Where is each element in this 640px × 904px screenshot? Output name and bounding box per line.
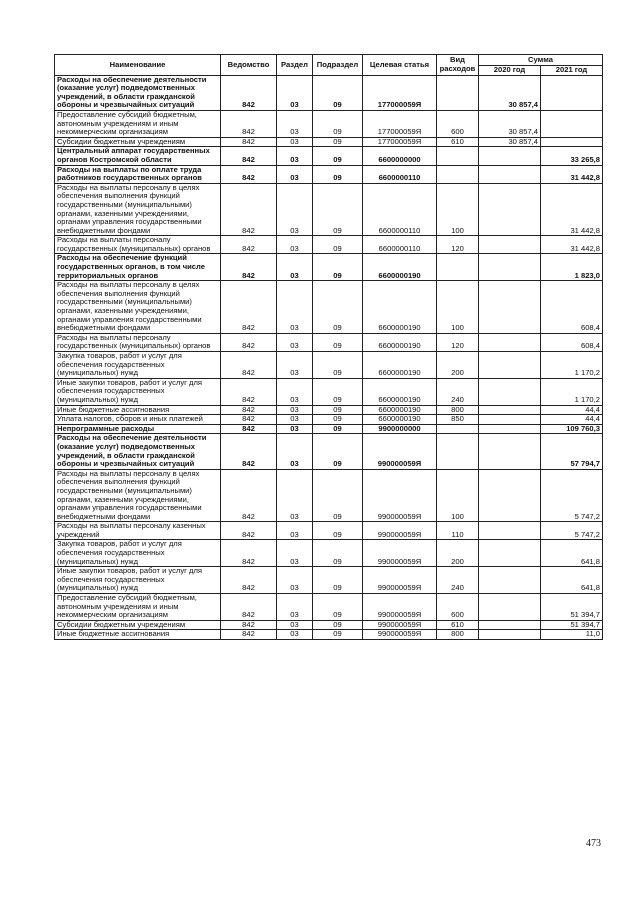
- row-sum-2021: 608,4: [541, 281, 603, 334]
- row-expense: 100: [437, 183, 479, 236]
- row-expense: [437, 254, 479, 281]
- row-dept: 842: [221, 137, 277, 147]
- table-row: [55, 405, 603, 415]
- table-row: [55, 75, 603, 110]
- table-row: [55, 110, 603, 137]
- row-sum-2021: 51 394,7: [541, 620, 603, 630]
- row-expense: 100: [437, 469, 479, 522]
- row-name: Расходы на обеспечение деятельности (оказание услуг) подведомственных учреждений, в области гражданской обороны и чрезвычайных ситуаций: [55, 434, 221, 469]
- row-subsection: 09: [313, 147, 363, 165]
- table-row: [55, 620, 603, 630]
- table-row: [55, 424, 603, 434]
- row-sum-2021: 33 265,8: [541, 147, 603, 165]
- row-name: Расходы на обеспечение функций государственных органов, в том числе территориальных органов: [55, 254, 221, 281]
- row-subsection: 09: [313, 630, 363, 640]
- row-expense: [437, 424, 479, 434]
- row-section: 03: [277, 594, 313, 621]
- header-2021: 2021 год: [541, 66, 603, 76]
- row-expense: 600: [437, 110, 479, 137]
- row-name: Предоставление субсидий бюджетным, автономным учреждениям и иным некоммерческим организациям: [55, 110, 221, 137]
- table-row: [55, 567, 603, 594]
- row-target: 6600000190: [363, 378, 437, 405]
- row-dept: 842: [221, 415, 277, 425]
- row-sum-2020: [479, 236, 541, 254]
- header-name: Наименование: [55, 55, 221, 76]
- row-section: 03: [277, 333, 313, 351]
- row-expense: 240: [437, 567, 479, 594]
- table-row: [55, 415, 603, 425]
- row-expense: 100: [437, 281, 479, 334]
- row-target: 990000059Я: [363, 630, 437, 640]
- header-section: Раздел: [277, 55, 313, 76]
- row-subsection: 09: [313, 424, 363, 434]
- row-sum-2020: [479, 594, 541, 621]
- row-dept: 842: [221, 75, 277, 110]
- row-name: Предоставление субсидий бюджетным, автономным учреждениям и иным некоммерческим организациям: [55, 594, 221, 621]
- row-target: 6600000000: [363, 147, 437, 165]
- row-section: 03: [277, 281, 313, 334]
- table-row: [55, 469, 603, 522]
- row-sum-2021: 11,0: [541, 630, 603, 640]
- row-sum-2020: [479, 540, 541, 567]
- row-sum-2021: 5 747,2: [541, 522, 603, 540]
- row-target: 6600000110: [363, 236, 437, 254]
- row-section: 03: [277, 469, 313, 522]
- row-expense: 610: [437, 137, 479, 147]
- row-subsection: 09: [313, 352, 363, 379]
- row-subsection: 09: [313, 469, 363, 522]
- row-target: 990000059Я: [363, 620, 437, 630]
- row-name: Расходы на обеспечение деятельности (оказание услуг) подведомственных учреждений, в области гражданской обороны и чрезвычайных ситуаций: [55, 75, 221, 110]
- header-subsection: Подраздел: [313, 55, 363, 76]
- table-row: [55, 236, 603, 254]
- row-section: 03: [277, 522, 313, 540]
- row-expense: 800: [437, 405, 479, 415]
- row-expense: 120: [437, 333, 479, 351]
- row-name: Центральный аппарат государственных органов Костромской области: [55, 147, 221, 165]
- row-dept: 842: [221, 434, 277, 469]
- row-expense: [437, 147, 479, 165]
- row-section: 03: [277, 75, 313, 110]
- header-expense: Вид расходов: [437, 55, 479, 76]
- table-row: [55, 352, 603, 379]
- row-subsection: 09: [313, 405, 363, 415]
- row-dept: 842: [221, 405, 277, 415]
- row-target: 177000059Я: [363, 110, 437, 137]
- table-header: [55, 55, 603, 76]
- table-row: [55, 630, 603, 640]
- row-name: Расходы на выплаты персоналу государственных (муниципальных) органов: [55, 236, 221, 254]
- row-subsection: 09: [313, 540, 363, 567]
- row-name: Расходы на выплаты персоналу в целях обеспечения выполнения функций государственными (муниципальными) органами, казенными учреждениями, органами управления государственными внебюджетными фондами: [55, 469, 221, 522]
- row-dept: 842: [221, 469, 277, 522]
- row-target: 990000059Я: [363, 434, 437, 469]
- row-sum-2021: 31 442,8: [541, 165, 603, 183]
- row-name: Иные бюджетные ассигнования: [55, 405, 221, 415]
- row-expense: 200: [437, 352, 479, 379]
- row-dept: 842: [221, 183, 277, 236]
- row-section: 03: [277, 620, 313, 630]
- row-dept: 842: [221, 110, 277, 137]
- row-target: 6600000190: [363, 333, 437, 351]
- table-body: [55, 75, 603, 639]
- row-sum-2020: 30 857,4: [479, 137, 541, 147]
- row-expense: 850: [437, 415, 479, 425]
- row-subsection: 09: [313, 434, 363, 469]
- row-target: 6600000110: [363, 165, 437, 183]
- header-target: Целевая статья: [363, 55, 437, 76]
- row-sum-2020: [479, 254, 541, 281]
- row-sum-2020: [479, 469, 541, 522]
- row-section: 03: [277, 254, 313, 281]
- table-row: [55, 165, 603, 183]
- row-sum-2020: [479, 424, 541, 434]
- row-section: 03: [277, 630, 313, 640]
- row-target: 177000059Я: [363, 137, 437, 147]
- row-sum-2020: [479, 333, 541, 351]
- row-expense: 240: [437, 378, 479, 405]
- row-target: 6600000110: [363, 183, 437, 236]
- row-name: Закупка товаров, работ и услуг для обеспечения государственных (муниципальных) нужд: [55, 352, 221, 379]
- row-name: Субсидии бюджетным учреждениям: [55, 137, 221, 147]
- row-section: 03: [277, 137, 313, 147]
- row-sum-2021: 5 747,2: [541, 469, 603, 522]
- row-subsection: 09: [313, 110, 363, 137]
- row-dept: 842: [221, 281, 277, 334]
- row-subsection: 09: [313, 75, 363, 110]
- row-sum-2021: 57 794,7: [541, 434, 603, 469]
- row-dept: 842: [221, 630, 277, 640]
- row-sum-2021: 1 823,0: [541, 254, 603, 281]
- row-dept: 842: [221, 165, 277, 183]
- page-number: 473: [586, 838, 601, 849]
- budget-table: [54, 54, 603, 640]
- row-dept: 842: [221, 540, 277, 567]
- row-section: 03: [277, 405, 313, 415]
- row-sum-2021: 51 394,7: [541, 594, 603, 621]
- row-target: 990000059Я: [363, 594, 437, 621]
- table-row: [55, 594, 603, 621]
- table-row: [55, 183, 603, 236]
- table-row: [55, 254, 603, 281]
- row-subsection: 09: [313, 137, 363, 147]
- row-subsection: 09: [313, 333, 363, 351]
- row-sum-2021: 641,8: [541, 567, 603, 594]
- row-name: Расходы на выплаты персоналу в целях обеспечения выполнения функций государственными (муниципальными) органами, казенными учреждениями, органами управления государственными внебюджетными фондами: [55, 281, 221, 334]
- row-sum-2020: [479, 434, 541, 469]
- row-dept: 842: [221, 567, 277, 594]
- row-sum-2021: 1 170,2: [541, 352, 603, 379]
- row-name: Непрограммные расходы: [55, 424, 221, 434]
- row-subsection: 09: [313, 620, 363, 630]
- row-sum-2020: [479, 405, 541, 415]
- row-target: 9900000000: [363, 424, 437, 434]
- row-expense: [437, 165, 479, 183]
- row-expense: 600: [437, 594, 479, 621]
- row-dept: 842: [221, 378, 277, 405]
- row-dept: 842: [221, 254, 277, 281]
- row-dept: 842: [221, 620, 277, 630]
- row-expense: 110: [437, 522, 479, 540]
- row-name: Расходы на выплаты персоналу казенных учреждений: [55, 522, 221, 540]
- row-section: 03: [277, 415, 313, 425]
- row-target: 990000059Я: [363, 567, 437, 594]
- row-sum-2021: 641,8: [541, 540, 603, 567]
- row-name: Иные закупки товаров, работ и услуг для обеспечения государственных (муниципальных) нужд: [55, 378, 221, 405]
- row-section: 03: [277, 540, 313, 567]
- row-subsection: 09: [313, 378, 363, 405]
- row-section: 03: [277, 352, 313, 379]
- row-expense: 610: [437, 620, 479, 630]
- row-expense: [437, 75, 479, 110]
- row-section: 03: [277, 110, 313, 137]
- row-target: 177000059Я: [363, 75, 437, 110]
- table-row: [55, 522, 603, 540]
- row-dept: 842: [221, 333, 277, 351]
- row-sum-2020: 30 857,4: [479, 75, 541, 110]
- row-section: 03: [277, 567, 313, 594]
- row-sum-2020: [479, 415, 541, 425]
- header-2020: 2020 год: [479, 66, 541, 76]
- row-section: 03: [277, 147, 313, 165]
- row-sum-2021: 608,4: [541, 333, 603, 351]
- row-name: Закупка товаров, работ и услуг для обеспечения государственных (муниципальных) нужд: [55, 540, 221, 567]
- row-dept: 842: [221, 236, 277, 254]
- row-target: 990000059Я: [363, 540, 437, 567]
- row-name: Уплата налогов, сборов и иных платежей: [55, 415, 221, 425]
- row-sum-2021: [541, 137, 603, 147]
- row-expense: 800: [437, 630, 479, 640]
- row-sum-2020: 30 857,4: [479, 110, 541, 137]
- row-name: Расходы на выплаты персоналу государственных (муниципальных) органов: [55, 333, 221, 351]
- row-target: 6600000190: [363, 415, 437, 425]
- row-subsection: 09: [313, 415, 363, 425]
- table-row: [55, 147, 603, 165]
- row-name: Субсидии бюджетным учреждениям: [55, 620, 221, 630]
- row-sum-2020: [479, 522, 541, 540]
- row-sum-2020: [479, 147, 541, 165]
- header-dept: Ведомство: [221, 55, 277, 76]
- row-name: Расходы на выплаты персоналу в целях обеспечения выполнения функций государственными (муниципальными) органами, казенными учреждениями, органами управления государственными внебюджетными фондами: [55, 183, 221, 236]
- row-sum-2020: [479, 567, 541, 594]
- row-subsection: 09: [313, 281, 363, 334]
- header-sum: Сумма: [479, 55, 603, 66]
- row-expense: 200: [437, 540, 479, 567]
- row-name: Иные закупки товаров, работ и услуг для обеспечения государственных (муниципальных) нужд: [55, 567, 221, 594]
- row-sum-2021: 1 170,2: [541, 378, 603, 405]
- row-subsection: 09: [313, 594, 363, 621]
- row-subsection: 09: [313, 567, 363, 594]
- row-subsection: 09: [313, 522, 363, 540]
- row-target: 990000059Я: [363, 522, 437, 540]
- row-sum-2021: 109 760,3: [541, 424, 603, 434]
- row-sum-2020: [479, 378, 541, 405]
- table-row: [55, 434, 603, 469]
- row-subsection: 09: [313, 165, 363, 183]
- table-row: [55, 378, 603, 405]
- row-section: 03: [277, 378, 313, 405]
- row-sum-2021: 31 442,8: [541, 183, 603, 236]
- row-name: Расходы на выплаты по оплате труда работников государственных органов: [55, 165, 221, 183]
- row-sum-2021: [541, 75, 603, 110]
- row-dept: 842: [221, 424, 277, 434]
- row-expense: [437, 434, 479, 469]
- table-row: [55, 281, 603, 334]
- row-sum-2021: 31 442,8: [541, 236, 603, 254]
- row-target: 990000059Я: [363, 469, 437, 522]
- row-sum-2021: [541, 110, 603, 137]
- row-sum-2020: [479, 183, 541, 236]
- row-target: 6600000190: [363, 281, 437, 334]
- row-dept: 842: [221, 352, 277, 379]
- row-subsection: 09: [313, 254, 363, 281]
- row-sum-2020: [479, 165, 541, 183]
- row-dept: 842: [221, 522, 277, 540]
- row-dept: 842: [221, 147, 277, 165]
- row-sum-2020: [479, 630, 541, 640]
- table-row: [55, 137, 603, 147]
- row-expense: 120: [437, 236, 479, 254]
- row-sum-2020: [479, 352, 541, 379]
- row-name: Иные бюджетные ассигнования: [55, 630, 221, 640]
- row-subsection: 09: [313, 183, 363, 236]
- row-section: 03: [277, 424, 313, 434]
- row-target: 6600000190: [363, 405, 437, 415]
- row-dept: 842: [221, 594, 277, 621]
- table-row: [55, 540, 603, 567]
- row-subsection: 09: [313, 236, 363, 254]
- row-sum-2020: [479, 281, 541, 334]
- row-sum-2021: 44,4: [541, 415, 603, 425]
- row-section: 03: [277, 165, 313, 183]
- row-section: 03: [277, 183, 313, 236]
- row-target: 6600000190: [363, 254, 437, 281]
- table-row: [55, 333, 603, 351]
- row-sum-2021: 44,4: [541, 405, 603, 415]
- row-section: 03: [277, 236, 313, 254]
- row-sum-2020: [479, 620, 541, 630]
- row-section: 03: [277, 434, 313, 469]
- row-target: 6600000190: [363, 352, 437, 379]
